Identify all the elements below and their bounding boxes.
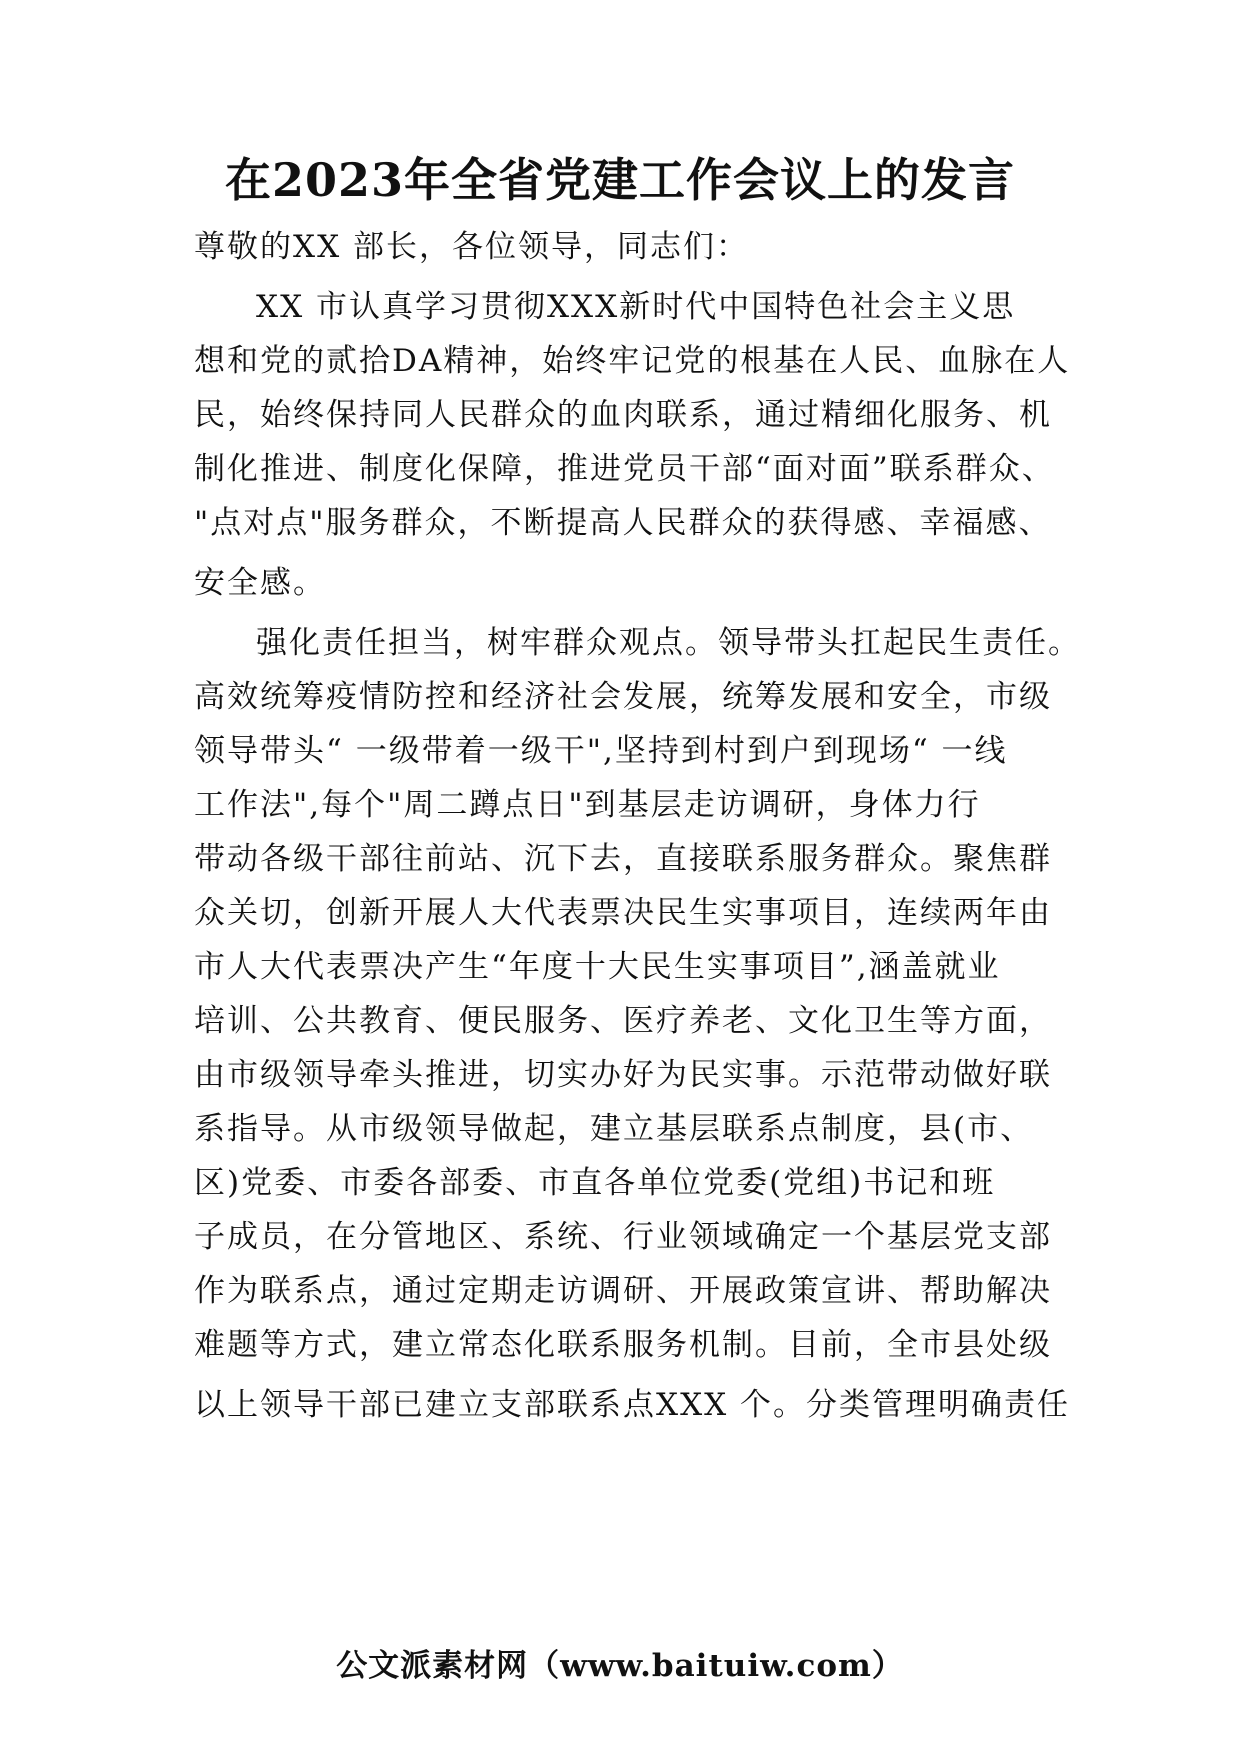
paragraph-2-line: 系指导。从市级领导做起，建立基层联系点制度，县(市、 bbox=[194, 1111, 1034, 1147]
paragraph-1-line: 想和党的贰拾DA精神，始终牢记党的根基在人民、血脉在人 bbox=[194, 343, 1071, 379]
paragraph-2-line: 难题等方式，建立常态化联系服务机制。目前，全市县处级 bbox=[194, 1327, 1052, 1363]
paragraph-2-line: 工作法",每个"周二蹲点日"到基层走访调研，身体力行 bbox=[194, 787, 981, 823]
paragraph-2-line: 作为联系点，通过定期走访调研、开展政策宣讲、帮助解决 bbox=[194, 1273, 1052, 1309]
document-title: 在2023年全省党建工作会议上的发言 bbox=[224, 153, 1016, 207]
paragraph-2-line: 市人大代表票决产生“年度十大民生实事项目”,涵盖就业 bbox=[194, 949, 1001, 985]
paragraph-2-line: 以上领导干部已建立支部联系点XXX 个。分类管理明确责任 bbox=[194, 1387, 1071, 1423]
paragraph-1-line: XX 市认真学习贯彻XXX新时代中国特色社会主义思 bbox=[256, 289, 1016, 325]
paragraph-1-line: 安全感。 bbox=[194, 565, 326, 601]
salutation: 尊敬的XX 部长，各位领导，同志们： bbox=[194, 229, 749, 265]
paragraph-2-line: 强化责任担当，树牢群众观点。领导带头扛起民生责任。 bbox=[256, 625, 1081, 661]
paragraph-2-line: 众关切，创新开展人大代表票决民生实事项目，连续两年由 bbox=[194, 895, 1052, 931]
paragraph-1-line: "点对点"服务群众，不断提高人民群众的获得感、幸福感、 bbox=[194, 505, 1052, 541]
paragraph-2-line: 领导带头“ 一级带着一级干",坚持到村到户到现场“ 一线 bbox=[194, 733, 1008, 769]
paragraph-2-line: 由市级领导牵头推进，切实办好为民实事。示范带动做好联 bbox=[194, 1057, 1052, 1093]
paragraph-2-line: 培训、公共教育、便民服务、医疗养老、文化卫生等方面， bbox=[194, 1003, 1052, 1039]
paragraph-2-line: 区)党委、市委各部委、市直各单位党委(党组)书记和班 bbox=[194, 1165, 996, 1201]
paragraph-2-line: 子成员，在分管地区、系统、行业领域确定一个基层党支部 bbox=[194, 1219, 1052, 1255]
paragraph-1-line: 民，始终保持同人民群众的血肉联系，通过精细化服务、机 bbox=[194, 397, 1052, 433]
paragraph-2-line: 高效统筹疫情防控和经济社会发展，统筹发展和安全，市级 bbox=[194, 679, 1052, 715]
document-body bbox=[194, 220, 1081, 1432]
paragraph-2-line: 带动各级干部往前站、沉下去，直接联系服务群众。聚焦群 bbox=[194, 841, 1052, 877]
paragraph-1-line: 制化推进、制度化保障，推进党员干部“面对面”联系群众、 bbox=[194, 451, 1055, 487]
source-footer: 公文派素材网（www.baituiw.com） bbox=[336, 1648, 904, 1684]
